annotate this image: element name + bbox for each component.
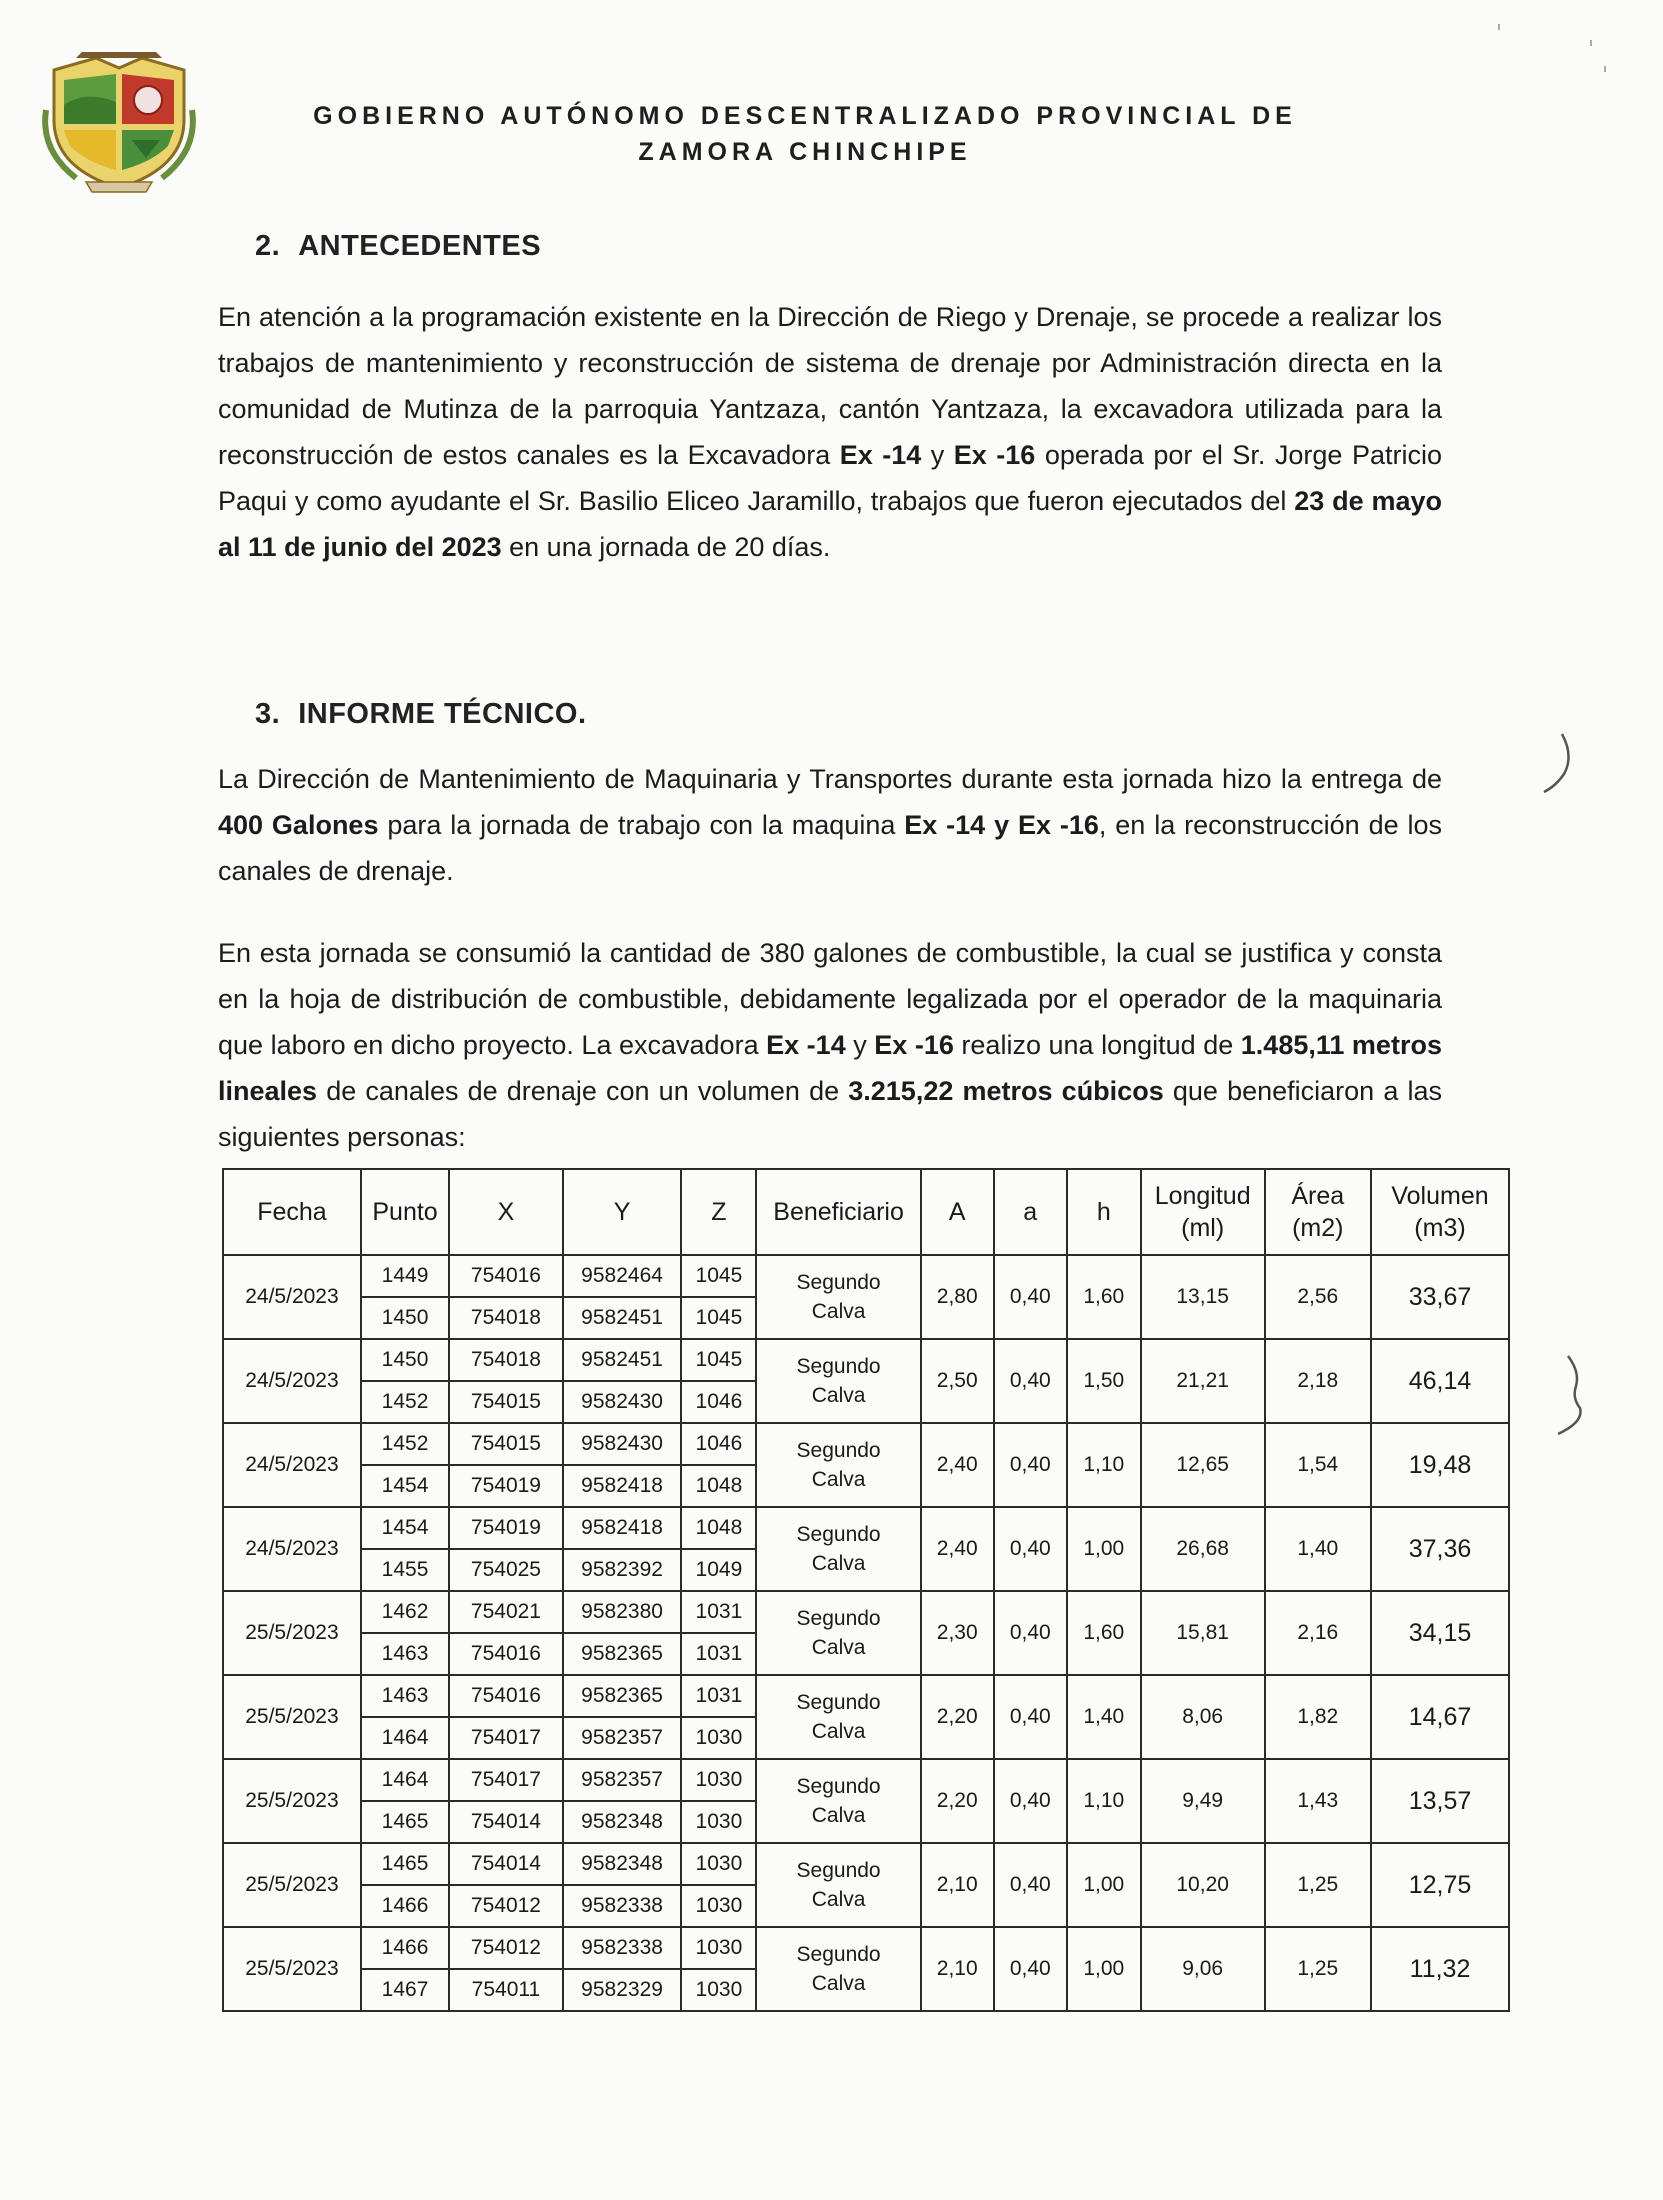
header-h: h [1067, 1169, 1141, 1255]
cell-area: 1,43 [1265, 1759, 1371, 1843]
cell-longitud: 10,20 [1141, 1843, 1265, 1927]
cell-longitud: 12,65 [1141, 1423, 1265, 1507]
header-volumen-label: Volumen [1391, 1182, 1489, 1210]
header-beneficiario: Beneficiario [756, 1169, 920, 1255]
cell-x: 754014 [449, 1801, 563, 1843]
table-row [223, 1339, 1509, 1381]
bold-run: 23 de mayo al 11 de junio del 2023 [218, 486, 1442, 562]
cell-x: 754015 [449, 1423, 563, 1465]
cell-beneficiario [756, 1423, 920, 1507]
cell-volumen: 12,75 [1371, 1843, 1509, 1927]
table-row [223, 1507, 1509, 1549]
table-row [223, 1591, 1509, 1633]
cell-y: 9582348 [563, 1843, 682, 1885]
scan-speck [1590, 40, 1592, 46]
cell-x: 754012 [449, 1927, 563, 1969]
cell-x: 754019 [449, 1465, 563, 1507]
cell-y: 9582365 [563, 1675, 682, 1717]
cell-h: 1,60 [1067, 1591, 1141, 1675]
informe-paragraph-1 [218, 756, 1442, 894]
scan-speck [1498, 24, 1500, 30]
bold-run: 3.215,22 metros cúbicos [848, 1076, 1164, 1106]
cell-A: 2,10 [921, 1927, 994, 2011]
cell-x: 754021 [449, 1591, 563, 1633]
institution-header [230, 98, 1380, 170]
cell-z: 1030 [681, 1717, 756, 1759]
bold-run: 1.485,11 metros lineales [218, 1030, 1442, 1106]
text-run: realizo una longitud de [953, 1030, 1241, 1060]
table-header-row [223, 1169, 1509, 1255]
cell-area: 2,56 [1265, 1255, 1371, 1339]
cell-y: 9582392 [563, 1549, 682, 1591]
cell-punto: 1450 [361, 1297, 449, 1339]
header-A: A [921, 1169, 994, 1255]
cell-a: 0,40 [994, 1591, 1067, 1675]
cell-h: 1,10 [1067, 1423, 1141, 1507]
cell-punto: 1462 [361, 1591, 449, 1633]
cell-beneficiario [756, 1255, 920, 1339]
cell-longitud: 26,68 [1141, 1507, 1265, 1591]
cell-punto: 1450 [361, 1339, 449, 1381]
header-z: Z [681, 1169, 756, 1255]
text-run: para la jornada de trabajo con la maquina [378, 810, 905, 840]
informe-paragraph-2 [218, 930, 1442, 1160]
cell-a: 0,40 [994, 1675, 1067, 1759]
cell-punto: 1454 [361, 1465, 449, 1507]
cell-punto: 1464 [361, 1717, 449, 1759]
cell-y: 9582418 [563, 1465, 682, 1507]
cell-beneficiario [756, 1843, 920, 1927]
beneficiario-last-name: Calva [811, 1972, 866, 1995]
beneficiario-first-name: Segundo [796, 1271, 881, 1294]
table-row [223, 1759, 1509, 1801]
cell-punto: 1464 [361, 1759, 449, 1801]
cell-beneficiario [756, 1759, 920, 1843]
cell-y: 9582338 [563, 1927, 682, 1969]
table-row [223, 1675, 1509, 1717]
header-volumen [1371, 1169, 1509, 1255]
cell-a: 0,40 [994, 1423, 1067, 1507]
cell-x: 754011 [449, 1969, 563, 2011]
cell-a: 0,40 [994, 1759, 1067, 1843]
cell-x: 754016 [449, 1633, 563, 1675]
cell-longitud: 13,15 [1141, 1255, 1265, 1339]
beneficiario-first-name: Segundo [796, 1439, 881, 1462]
cell-h: 1,00 [1067, 1927, 1141, 2011]
header-y: Y [563, 1169, 682, 1255]
cell-area: 1,54 [1265, 1423, 1371, 1507]
cell-z: 1048 [681, 1465, 756, 1507]
cell-h: 1,00 [1067, 1507, 1141, 1591]
cell-fecha: 25/5/2023 [223, 1843, 361, 1927]
cell-volumen: 46,14 [1371, 1339, 1509, 1423]
section-number: 3. [255, 698, 281, 730]
cell-fecha: 24/5/2023 [223, 1255, 361, 1339]
cell-x: 754014 [449, 1843, 563, 1885]
pen-mark [1540, 730, 1590, 800]
bold-run: Ex -14 [839, 440, 922, 470]
cell-punto: 1465 [361, 1801, 449, 1843]
table-row [223, 1423, 1509, 1465]
cell-x: 754018 [449, 1297, 563, 1339]
beneficiario-last-name: Calva [811, 1804, 866, 1827]
beneficiario-last-name: Calva [811, 1552, 866, 1575]
cell-beneficiario [756, 1507, 920, 1591]
bold-run: Ex -16 [874, 1030, 954, 1060]
cell-y: 9582329 [563, 1969, 682, 2011]
cell-area: 1,25 [1265, 1927, 1371, 2011]
cell-a: 0,40 [994, 1255, 1067, 1339]
cell-z: 1030 [681, 1759, 756, 1801]
cell-y: 9582338 [563, 1885, 682, 1927]
text-run: La Dirección de Mantenimiento de Maquinaria y Transportes durante esta jornada hizo la entrega de [218, 764, 1442, 794]
cell-punto: 1463 [361, 1675, 449, 1717]
cell-volumen: 33,67 [1371, 1255, 1509, 1339]
cell-z: 1048 [681, 1507, 756, 1549]
cell-z: 1030 [681, 1969, 756, 2011]
cell-punto: 1449 [361, 1255, 449, 1297]
cell-punto: 1465 [361, 1843, 449, 1885]
cell-x: 754017 [449, 1759, 563, 1801]
beneficiario-first-name: Segundo [796, 1607, 881, 1630]
cell-fecha: 24/5/2023 [223, 1423, 361, 1507]
text-run: En atención a la programación existente en la Dirección de Riego y Drenaje, se procede a realizar los trabajos de mantenimiento y reconstrucción de sistema de drenaje por Administración directa en la comunidad de Mutinza de la parroquia Yantzaza, cantón Yantzaza, la excavadora utilizada para la reconstrucción de estos canales es la Excavadora [218, 302, 1442, 470]
cell-beneficiario [756, 1339, 920, 1423]
cell-beneficiario [756, 1927, 920, 2011]
header-punto: Punto [361, 1169, 449, 1255]
cell-h: 1,60 [1067, 1255, 1141, 1339]
cell-y: 9582451 [563, 1339, 682, 1381]
table-row [223, 1255, 1509, 1297]
section-informe-title [255, 698, 587, 731]
cell-h: 1,10 [1067, 1759, 1141, 1843]
cell-A: 2,40 [921, 1507, 994, 1591]
bold-run: Ex -16 [953, 440, 1036, 470]
cell-a: 0,40 [994, 1843, 1067, 1927]
header-line-1: GOBIERNO AUTÓNOMO DESCENTRALIZADO PROVINCIAL DE [313, 102, 1297, 130]
cell-x: 754016 [449, 1255, 563, 1297]
header-longitud-unit: (ml) [1181, 1214, 1225, 1242]
beneficiario-first-name: Segundo [796, 1355, 881, 1378]
cell-z: 1049 [681, 1549, 756, 1591]
cell-volumen: 11,32 [1371, 1927, 1509, 2011]
section-number: 2. [255, 230, 281, 262]
bold-run: Ex -14 y Ex -16 [904, 810, 1099, 840]
cell-fecha: 25/5/2023 [223, 1927, 361, 2011]
header-area-unit: (m2) [1292, 1214, 1344, 1242]
cell-y: 9582357 [563, 1759, 682, 1801]
cell-z: 1046 [681, 1381, 756, 1423]
section-antecedentes-title [255, 230, 541, 263]
cell-z: 1031 [681, 1633, 756, 1675]
beneficiario-first-name: Segundo [796, 1943, 881, 1966]
cell-y: 9582464 [563, 1255, 682, 1297]
cell-x: 754018 [449, 1339, 563, 1381]
table-body [223, 1255, 1509, 2011]
header-fecha: Fecha [223, 1169, 361, 1255]
section-title-text: ANTECEDENTES [298, 230, 542, 262]
cell-y: 9582357 [563, 1717, 682, 1759]
cell-area: 2,16 [1265, 1591, 1371, 1675]
header-volumen-unit: (m3) [1414, 1214, 1466, 1242]
header-longitud-label: Longitud [1154, 1182, 1251, 1210]
cell-a: 0,40 [994, 1507, 1067, 1591]
cell-volumen: 37,36 [1371, 1507, 1509, 1591]
cell-longitud: 9,06 [1141, 1927, 1265, 2011]
cell-punto: 1466 [361, 1885, 449, 1927]
cell-z: 1031 [681, 1675, 756, 1717]
cell-longitud: 8,06 [1141, 1675, 1265, 1759]
cell-volumen: 34,15 [1371, 1591, 1509, 1675]
cell-y: 9582380 [563, 1591, 682, 1633]
cell-beneficiario [756, 1591, 920, 1675]
cell-z: 1030 [681, 1801, 756, 1843]
text-run: , en la reconstrucción de los canales de drenaje. [218, 810, 1442, 886]
cell-beneficiario [756, 1675, 920, 1759]
cell-volumen: 14,67 [1371, 1675, 1509, 1759]
cell-area: 1,82 [1265, 1675, 1371, 1759]
beneficiario-first-name: Segundo [796, 1859, 881, 1882]
cell-fecha: 24/5/2023 [223, 1339, 361, 1423]
cell-punto: 1467 [361, 1969, 449, 2011]
cell-y: 9582418 [563, 1507, 682, 1549]
cell-A: 2,20 [921, 1675, 994, 1759]
cell-z: 1031 [681, 1591, 756, 1633]
beneficiario-last-name: Calva [811, 1636, 866, 1659]
cell-x: 754025 [449, 1549, 563, 1591]
cell-z: 1030 [681, 1927, 756, 1969]
cell-volumen: 13,57 [1371, 1759, 1509, 1843]
text-run: y [921, 440, 954, 470]
cell-y: 9582430 [563, 1381, 682, 1423]
cell-z: 1030 [681, 1843, 756, 1885]
cell-longitud: 21,21 [1141, 1339, 1265, 1423]
cell-punto: 1463 [361, 1633, 449, 1675]
table-row [223, 1927, 1509, 1969]
cell-y: 9582451 [563, 1297, 682, 1339]
cell-A: 2,30 [921, 1591, 994, 1675]
cell-longitud: 15,81 [1141, 1591, 1265, 1675]
beneficiario-last-name: Calva [811, 1468, 866, 1491]
cell-a: 0,40 [994, 1339, 1067, 1423]
cell-A: 2,40 [921, 1423, 994, 1507]
beneficiario-last-name: Calva [811, 1300, 866, 1323]
cell-x: 754019 [449, 1507, 563, 1549]
text-run: En esta jornada se consumió la cantidad de 380 galones de combustible, la cual se justifica y consta en la hoja de distribución de combustible, debidamente legalizada por el operador de la maquinaria que laboro en dicho proyecto. La excavadora [218, 938, 1442, 1060]
cell-z: 1046 [681, 1423, 756, 1465]
cell-fecha: 24/5/2023 [223, 1507, 361, 1591]
cell-punto: 1452 [361, 1381, 449, 1423]
text-run: de canales de drenaje con un volumen de [317, 1076, 849, 1106]
pen-mark [1550, 1352, 1600, 1442]
header-a: a [994, 1169, 1067, 1255]
cell-fecha: 25/5/2023 [223, 1591, 361, 1675]
header-longitud [1141, 1169, 1265, 1255]
scan-speck [1604, 66, 1606, 72]
section-title-text: INFORME TÉCNICO. [298, 698, 587, 730]
coat-of-arms-logo [36, 50, 202, 195]
cell-y: 9582430 [563, 1423, 682, 1465]
cell-y: 9582348 [563, 1801, 682, 1843]
bold-run: Ex -14 [766, 1030, 846, 1060]
cell-A: 2,20 [921, 1759, 994, 1843]
cell-z: 1045 [681, 1297, 756, 1339]
cell-a: 0,40 [994, 1927, 1067, 2011]
cell-z: 1045 [681, 1255, 756, 1297]
text-run: en una jornada de 20 días. [501, 532, 831, 562]
cell-z: 1030 [681, 1885, 756, 1927]
text-run: que beneficiaron a las siguientes personas: [218, 1076, 1442, 1152]
cell-x: 754015 [449, 1381, 563, 1423]
beneficiario-first-name: Segundo [796, 1775, 881, 1798]
cell-x: 754012 [449, 1885, 563, 1927]
cell-fecha: 25/5/2023 [223, 1675, 361, 1759]
cell-fecha: 25/5/2023 [223, 1759, 361, 1843]
cell-area: 2,18 [1265, 1339, 1371, 1423]
cell-A: 2,10 [921, 1843, 994, 1927]
text-run: y [845, 1030, 875, 1060]
cell-h: 1,40 [1067, 1675, 1141, 1759]
beneficiaries-table [222, 1168, 1510, 2012]
text-run: operada por el Sr. Jorge Patricio Paqui y como ayudante el Sr. Basilio Eliceo Jaramillo, trabajos que fueron ejecutados del [218, 440, 1442, 516]
cell-A: 2,80 [921, 1255, 994, 1339]
cell-punto: 1452 [361, 1423, 449, 1465]
cell-h: 1,50 [1067, 1339, 1141, 1423]
cell-x: 754017 [449, 1717, 563, 1759]
cell-z: 1045 [681, 1339, 756, 1381]
cell-punto: 1455 [361, 1549, 449, 1591]
bold-run: 400 Galones [218, 810, 379, 840]
antecedentes-paragraph [218, 294, 1442, 570]
table-row [223, 1843, 1509, 1885]
cell-longitud: 9,49 [1141, 1759, 1265, 1843]
cell-y: 9582365 [563, 1633, 682, 1675]
cell-A: 2,50 [921, 1339, 994, 1423]
cell-h: 1,00 [1067, 1843, 1141, 1927]
header-x: X [449, 1169, 563, 1255]
beneficiario-first-name: Segundo [796, 1523, 881, 1546]
header-area-label: Área [1291, 1182, 1345, 1210]
header-line-2: ZAMORA CHINCHIPE [638, 138, 972, 166]
cell-x: 754016 [449, 1675, 563, 1717]
cell-area: 1,25 [1265, 1843, 1371, 1927]
cell-area: 1,40 [1265, 1507, 1371, 1591]
beneficiario-first-name: Segundo [796, 1691, 881, 1714]
beneficiario-last-name: Calva [811, 1720, 866, 1743]
cell-punto: 1454 [361, 1507, 449, 1549]
cell-volumen: 19,48 [1371, 1423, 1509, 1507]
beneficiario-last-name: Calva [811, 1888, 866, 1911]
beneficiario-last-name: Calva [811, 1384, 866, 1407]
cell-punto: 1466 [361, 1927, 449, 1969]
header-area [1265, 1169, 1371, 1255]
